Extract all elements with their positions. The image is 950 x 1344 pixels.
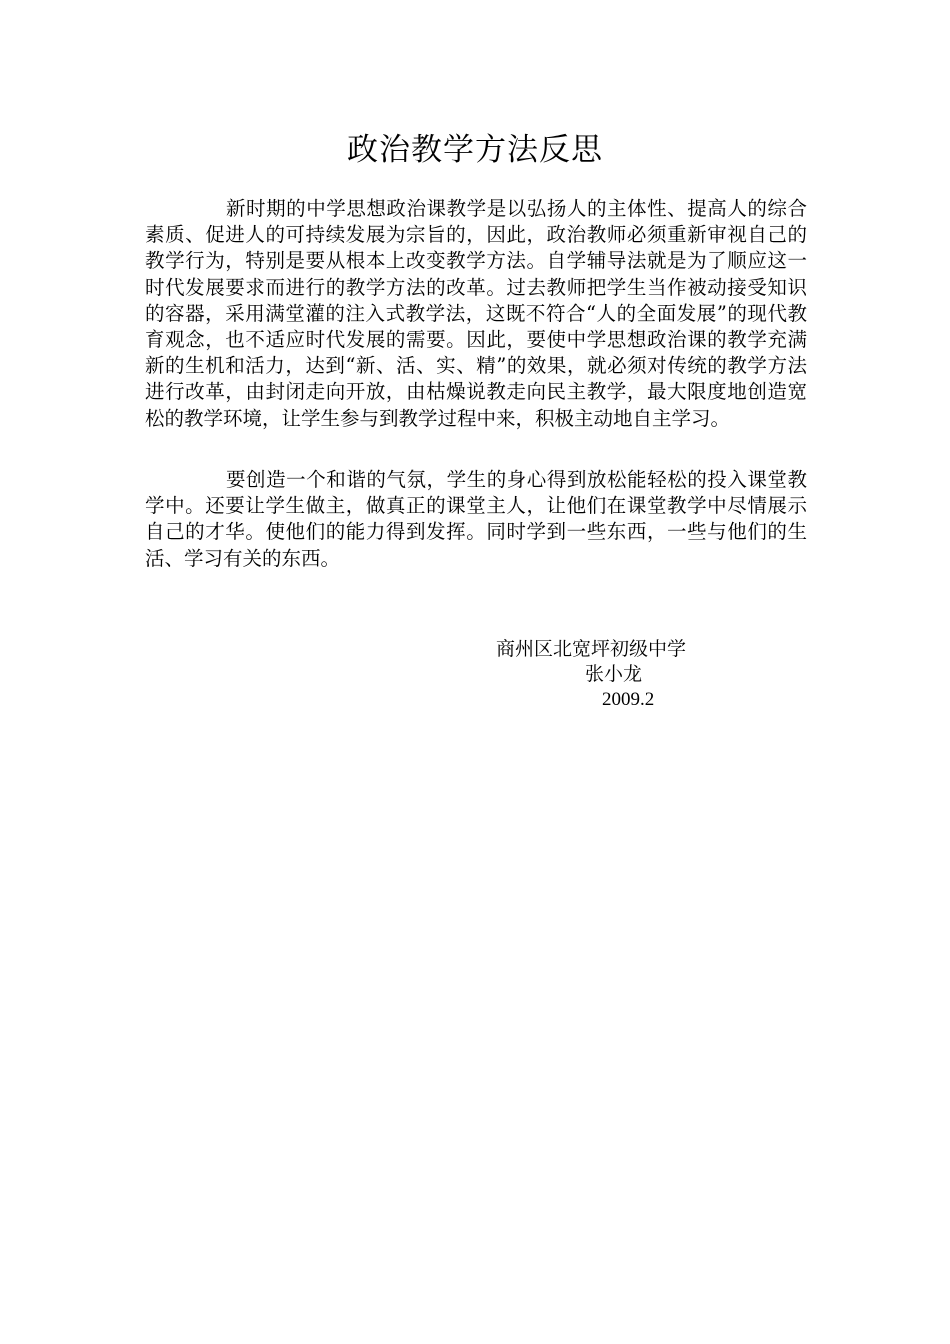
body-paragraph-2: 要创造一个和谐的气氛，学生的身心得到放松能轻松的投入课堂教学中。还要让学生做主，做真正的课堂主人，让他们在课堂教学中尽情展示自己的才华。使他们的能力得到发挥。同时学到一些东西，一些与他们的生活、学习有关的东西。	[145, 468, 807, 570]
signature-author: 张小龙	[585, 663, 643, 685]
body-paragraph-1: 新时期的中学思想政治课教学是以弘扬人的主体性、提高人的综合素质、促进人的可持续发展为宗旨的，因此，政治教师必须重新审视自己的教学行为，特别是要从根本上改变教学方法。自学辅导法就是为了顺应这一时代发展要求而进行的教学方法的改革。过去教师把学生当作被动接受知识的容器，采用满堂灌的注入式教学法，这既不符合“人的全面发展”的现代教育观念，也不适应时代发展的需要。因此，要使中学思想政治课的教学充满新的生机和活力，达到“新、活、实、精”的效果，就必须对传统的教学方法进行改革，由封闭走向开放，由枯燥说教走向民主教学，最大限度地创造宽松的教学环境，让学生参与到教学过程中来，积极主动地自主学习。	[145, 197, 807, 430]
signature-school: 商州区北宽坪初级中学	[496, 638, 687, 660]
document-title: 政治教学方法反思	[347, 132, 603, 168]
signature-date: 2009.2	[602, 689, 655, 710]
